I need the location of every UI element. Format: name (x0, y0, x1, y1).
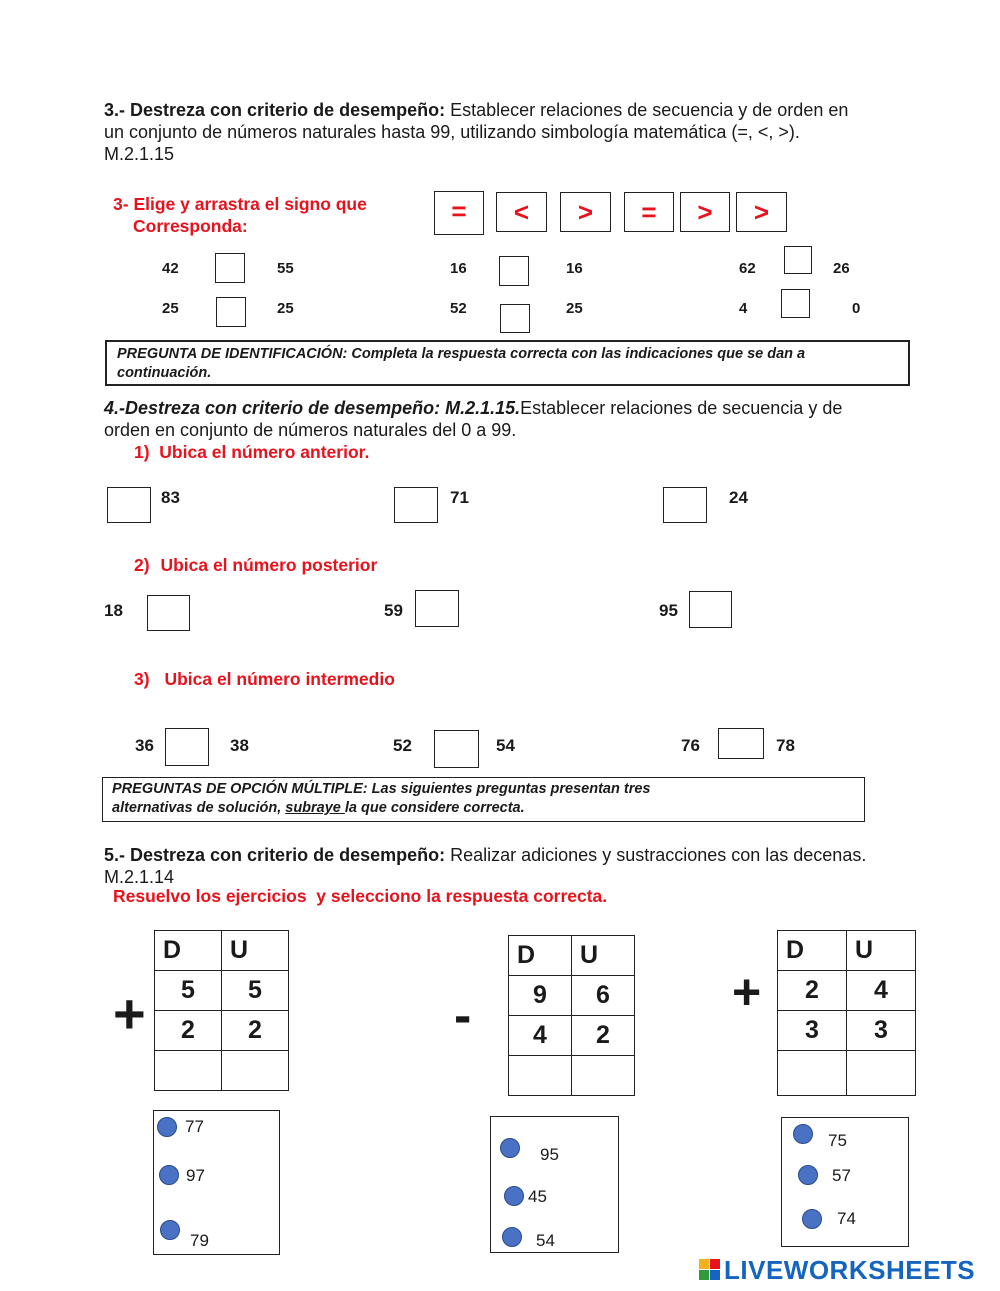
answer-cell[interactable] (509, 1056, 572, 1096)
compare-number: 52 (450, 300, 467, 317)
option-label: 75 (828, 1131, 847, 1150)
compare-number: 25 (566, 300, 583, 317)
answer-input-box[interactable] (689, 591, 732, 628)
drag-sign-3[interactable]: > (560, 192, 611, 232)
question-previous-number: 1) Ubica el número anterior. (134, 442, 370, 462)
q3-number: 3) (134, 669, 150, 689)
compare-number: 4 (739, 300, 748, 317)
answer-input-box[interactable] (107, 487, 151, 523)
mc-line2-underlined: subraye (285, 800, 345, 816)
tens-header: D (509, 936, 572, 976)
liveworksheets-logo: LIVEWORKSHEETS (724, 1255, 976, 1285)
option-radio[interactable] (504, 1186, 524, 1206)
units-header: U (222, 931, 289, 971)
section3-heading-bold: 3.- Destreza con criterio de desempeño: (104, 100, 446, 120)
answer-input-box[interactable] (718, 728, 764, 759)
answer-input-box[interactable] (165, 728, 209, 766)
given-number: 78 (776, 736, 795, 755)
digit-cell: 4 (847, 971, 916, 1011)
option-label: 54 (536, 1231, 555, 1250)
section5-heading-text: Realizar adiciones y sustracciones con las decenas. (445, 845, 867, 865)
answer-input-box[interactable] (394, 487, 438, 523)
section3-heading (104, 99, 964, 165)
option-label: 77 (185, 1117, 204, 1136)
digit-cell: 5 (155, 971, 222, 1011)
sign-drop-box[interactable] (215, 253, 245, 283)
section5-heading-line2: M.2.1.14 (104, 867, 175, 887)
given-number: 52 (393, 736, 412, 755)
compare-number: 16 (450, 260, 467, 277)
option-radio[interactable] (793, 1124, 813, 1144)
given-number: 18 (104, 601, 123, 620)
multiple-choice-box (102, 777, 865, 822)
section3-instruction-number: 3- (113, 194, 129, 214)
digit-cell: 2 (572, 1016, 635, 1056)
option-label: 79 (190, 1231, 209, 1250)
mc-line2-a: alternativas de solución, (112, 800, 286, 816)
units-header: U (847, 931, 916, 971)
section3-instruction-line1: Elige y arrastra el signo que (133, 194, 367, 214)
answer-cell[interactable] (572, 1056, 635, 1096)
compare-number: 55 (277, 260, 294, 277)
compare-number: 16 (566, 260, 583, 277)
section3-instruction-line2: Corresponda: (133, 216, 248, 236)
identification-line2: continuación. (117, 365, 212, 381)
section3-heading-line3: M.2.1.15 (104, 144, 175, 164)
answer-input-box[interactable] (147, 595, 190, 631)
answer-cell[interactable] (155, 1051, 222, 1091)
answer-cell[interactable] (778, 1051, 847, 1096)
option-radio[interactable] (160, 1220, 180, 1240)
given-number: 83 (161, 488, 180, 507)
place-value-table (777, 930, 916, 1096)
sign-drop-box[interactable] (499, 256, 529, 286)
liveworksheets-logo-icon (699, 1259, 721, 1281)
drag-sign-2[interactable]: < (496, 192, 547, 232)
mc-line1: PREGUNTAS DE OPCIÓN MÚLTIPLE: Las siguientes preguntas presentan tres (112, 781, 651, 797)
digit-cell: 2 (778, 971, 847, 1011)
given-number: 54 (496, 736, 515, 755)
given-number: 71 (450, 488, 469, 507)
option-label: 97 (186, 1166, 205, 1185)
answer-cell[interactable] (847, 1051, 916, 1096)
plus-sign: + (732, 964, 762, 1020)
drag-sign-5[interactable]: > (680, 192, 730, 232)
section4-heading-line2: orden en conjunto de números naturales del 0 a 99. (104, 420, 517, 440)
option-label: 57 (832, 1166, 851, 1185)
digit-cell: 6 (572, 976, 635, 1016)
option-label: 45 (528, 1187, 547, 1206)
q3-text: Ubica el número intermedio (164, 669, 395, 689)
digit-cell: 2 (222, 1011, 289, 1051)
minus-sign: - (454, 987, 472, 1045)
digit-cell: 5 (222, 971, 289, 1011)
given-number: 76 (681, 736, 700, 755)
section5-heading (104, 844, 984, 888)
question-middle-number (134, 669, 395, 690)
sign-drop-box[interactable] (500, 304, 530, 333)
section3-instruction (113, 193, 367, 237)
section4-heading-bold: 4.-Destreza con criterio de desempeño: M.2.1.15. (104, 398, 521, 418)
place-value-table (508, 935, 635, 1096)
compare-number: 25 (277, 300, 294, 317)
option-radio[interactable] (798, 1165, 818, 1185)
option-radio[interactable] (802, 1209, 822, 1229)
section3-heading-line2: un conjunto de números naturales hasta 99, utilizando simbología matemática (=, <, >). (104, 122, 800, 142)
option-radio[interactable] (159, 1165, 179, 1185)
option-radio[interactable] (500, 1138, 520, 1158)
section4-heading (104, 397, 964, 441)
compare-number: 25 (162, 300, 179, 317)
drag-sign-1[interactable]: = (434, 191, 484, 235)
compare-number: 42 (162, 260, 179, 277)
given-number: 36 (135, 736, 154, 755)
sign-drop-box[interactable] (781, 289, 810, 318)
option-radio[interactable] (502, 1227, 522, 1247)
drag-sign-6[interactable]: > (736, 192, 787, 232)
section3-heading-text: Establecer relaciones de secuencia y de orden en (445, 100, 849, 120)
given-number: 24 (729, 488, 748, 507)
tens-header: D (155, 931, 222, 971)
given-number: 38 (230, 736, 249, 755)
compare-number: 0 (852, 300, 861, 317)
section5-heading-bold: 5.- Destreza con criterio de desempeño: (104, 845, 446, 865)
identification-line1: PREGUNTA DE IDENTIFICACIÓN: Completa la respuesta correcta con las indicaciones que se dan a (117, 346, 806, 362)
answer-input-box[interactable] (434, 730, 479, 768)
drag-sign-4[interactable]: = (624, 192, 674, 232)
given-number: 59 (384, 601, 403, 620)
digit-cell: 4 (509, 1016, 572, 1056)
digit-cell: 3 (847, 1011, 916, 1051)
tens-header: D (778, 931, 847, 971)
option-label: 74 (837, 1209, 856, 1228)
compare-number: 26 (833, 260, 850, 277)
q2-text: Ubica el número posterior (160, 555, 378, 575)
section5-instruction: Resuelvo los ejercicios y selecciono la respuesta correcta. (113, 886, 608, 906)
compare-number: 62 (739, 260, 756, 277)
q2-number: 2) (134, 555, 150, 575)
answer-cell[interactable] (222, 1051, 289, 1091)
place-value-table (154, 930, 289, 1091)
sign-drop-box[interactable] (216, 297, 246, 327)
section4-heading-text: Establecer relaciones de secuencia y de (520, 398, 843, 418)
plus-sign: + (113, 982, 146, 1045)
option-label: 95 (540, 1145, 559, 1164)
given-number: 95 (659, 601, 678, 620)
identification-question-box (105, 340, 910, 386)
sign-drop-box[interactable] (784, 246, 812, 274)
answer-input-box[interactable] (663, 487, 707, 523)
digit-cell: 3 (778, 1011, 847, 1051)
question-next-number (134, 555, 377, 576)
option-radio[interactable] (157, 1117, 177, 1137)
answer-input-box[interactable] (415, 590, 459, 627)
mc-line2-b: la que considere correcta. (344, 800, 525, 816)
digit-cell: 9 (509, 976, 572, 1016)
units-header: U (572, 936, 635, 976)
digit-cell: 2 (155, 1011, 222, 1051)
